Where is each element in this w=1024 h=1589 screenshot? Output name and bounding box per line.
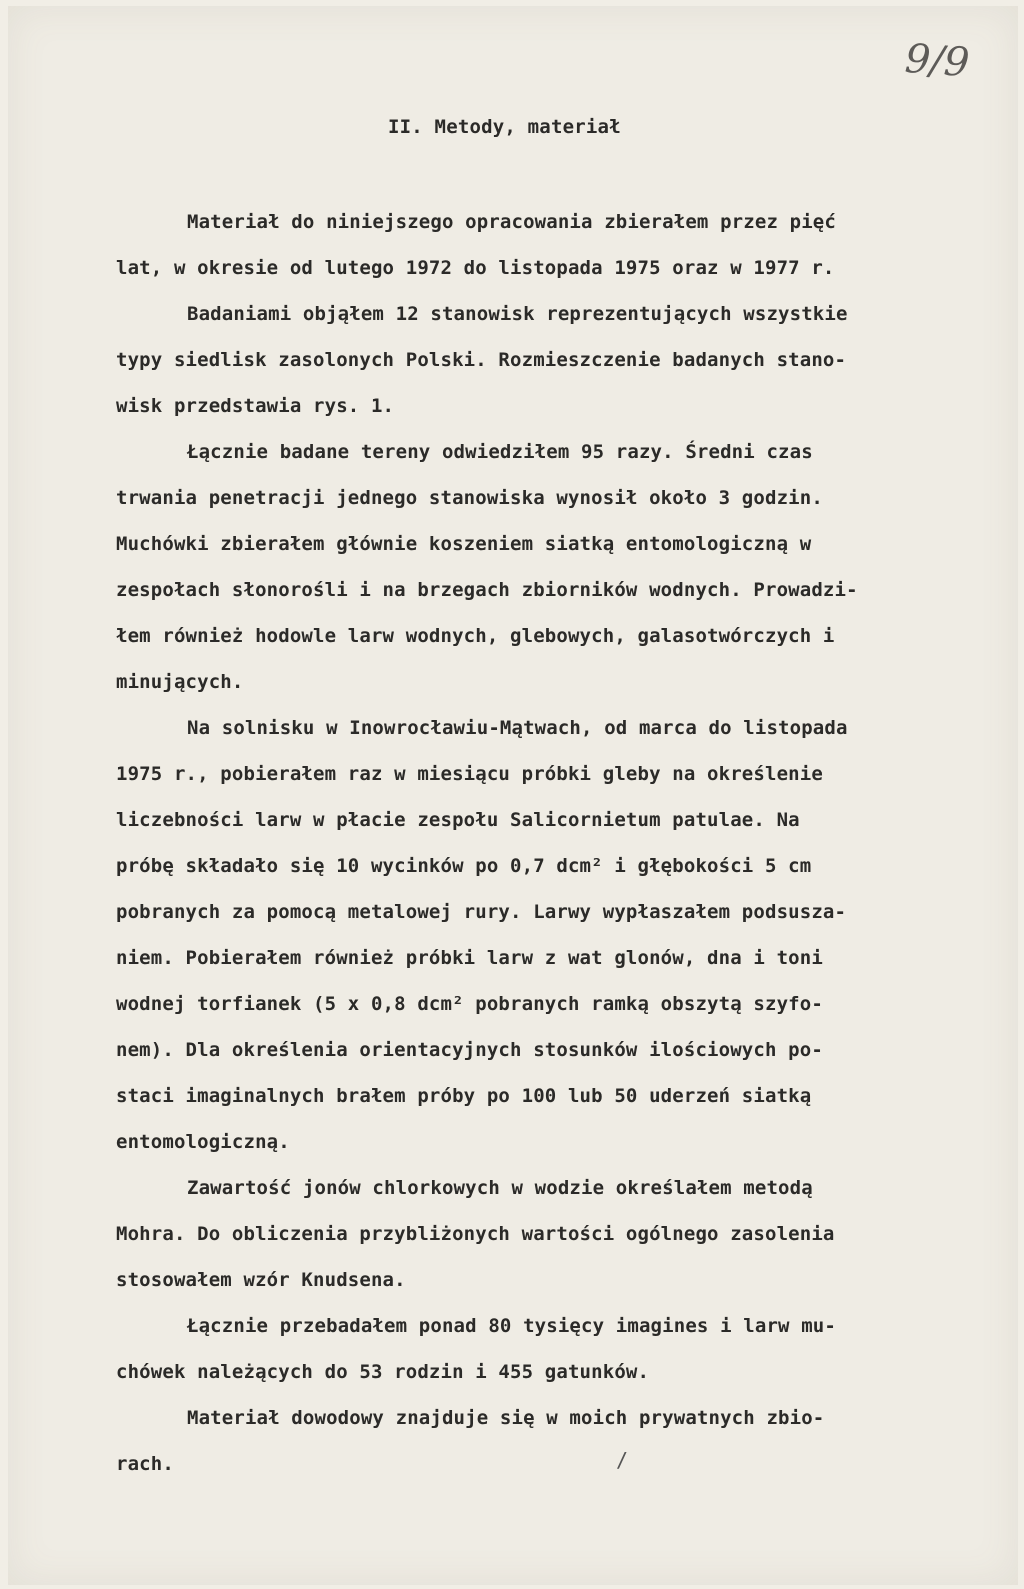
text-line: Łącznie przebadałem ponad 80 tysięcy imagines i larw mu- xyxy=(187,1315,836,1337)
text-line: staci imaginalnych brałem próby po 100 lub 50 uderzeń siatką xyxy=(116,1085,812,1107)
text-line: minujących. xyxy=(116,671,244,693)
text-line: 1975 r., pobierałem raz w miesiącu próbki gleby na określenie xyxy=(116,763,823,785)
text-line: niem. Pobierałem również próbki larw z wat glonów, dna i toni xyxy=(116,947,823,969)
page-number: 9/9 xyxy=(903,35,971,87)
text-line: Materiał do niniejszego opracowania zbierałem przez pięć xyxy=(187,211,836,233)
text-line: Muchówki zbierałem głównie koszeniem siatką entomologiczną w xyxy=(116,533,812,555)
text-line: Łącznie badane tereny odwiedziłem 95 razy. Średni czas xyxy=(187,441,813,463)
text-line: trwania penetracji jednego stanowiska wynosił około 3 godzin. xyxy=(116,487,823,509)
text-line: pobranych za pomocą metalowej rury. Larwy wypłaszałem podsusza- xyxy=(116,901,847,923)
text-line: entomologiczną. xyxy=(116,1131,290,1153)
section-heading: II. Metody, materiał xyxy=(388,116,621,138)
text-line: typy siedlisk zasolonych Polski. Rozmieszczenie badanych stano- xyxy=(116,349,847,371)
text-line: lat, w okresie od lutego 1972 do listopada 1975 oraz w 1977 r. xyxy=(116,257,835,279)
text-line: łem również hodowle larw wodnych, glebowych, galasotwórczych i xyxy=(116,625,835,647)
text-line: wisk przedstawia rys. 1. xyxy=(116,395,395,417)
text-line: wodnej torfianek (5 x 0,8 dcm² pobranych ramką obszytą szyfo- xyxy=(116,993,823,1015)
text-line: rach. xyxy=(116,1453,174,1475)
text-line: Badaniami objąłem 12 stanowisk reprezentujących wszystkie xyxy=(187,303,848,325)
document-page xyxy=(8,6,1018,1585)
text-line: nem). Dla określenia orientacyjnych stosunków ilościowych po- xyxy=(116,1039,823,1061)
text-line: Mohra. Do obliczenia przybliżonych wartości ogólnego zasolenia xyxy=(116,1223,835,1245)
text-line: Materiał dowodowy znajduje się w moich prywatnych zbio- xyxy=(187,1407,825,1429)
text-line: chówek należących do 53 rodzin i 455 gatunków. xyxy=(116,1361,650,1383)
pencil-mark: / xyxy=(616,1448,629,1472)
text-line: stosowałem wzór Knudsena. xyxy=(116,1269,406,1291)
text-line: Zawartość jonów chlorkowych w wodzie określałem metodą xyxy=(187,1177,813,1199)
text-line: Na solnisku w Inowrocławiu-Mątwach, od marca do listopada xyxy=(187,717,848,739)
text-line: zespołach słonorośli i na brzegach zbiorników wodnych. Prowadzi- xyxy=(116,579,858,601)
text-line: liczebności larw w płacie zespołu Salicornietum patulae. Na xyxy=(116,809,800,831)
text-line: próbę składało się 10 wycinków po 0,7 dcm² i głębokości 5 cm xyxy=(116,855,812,877)
